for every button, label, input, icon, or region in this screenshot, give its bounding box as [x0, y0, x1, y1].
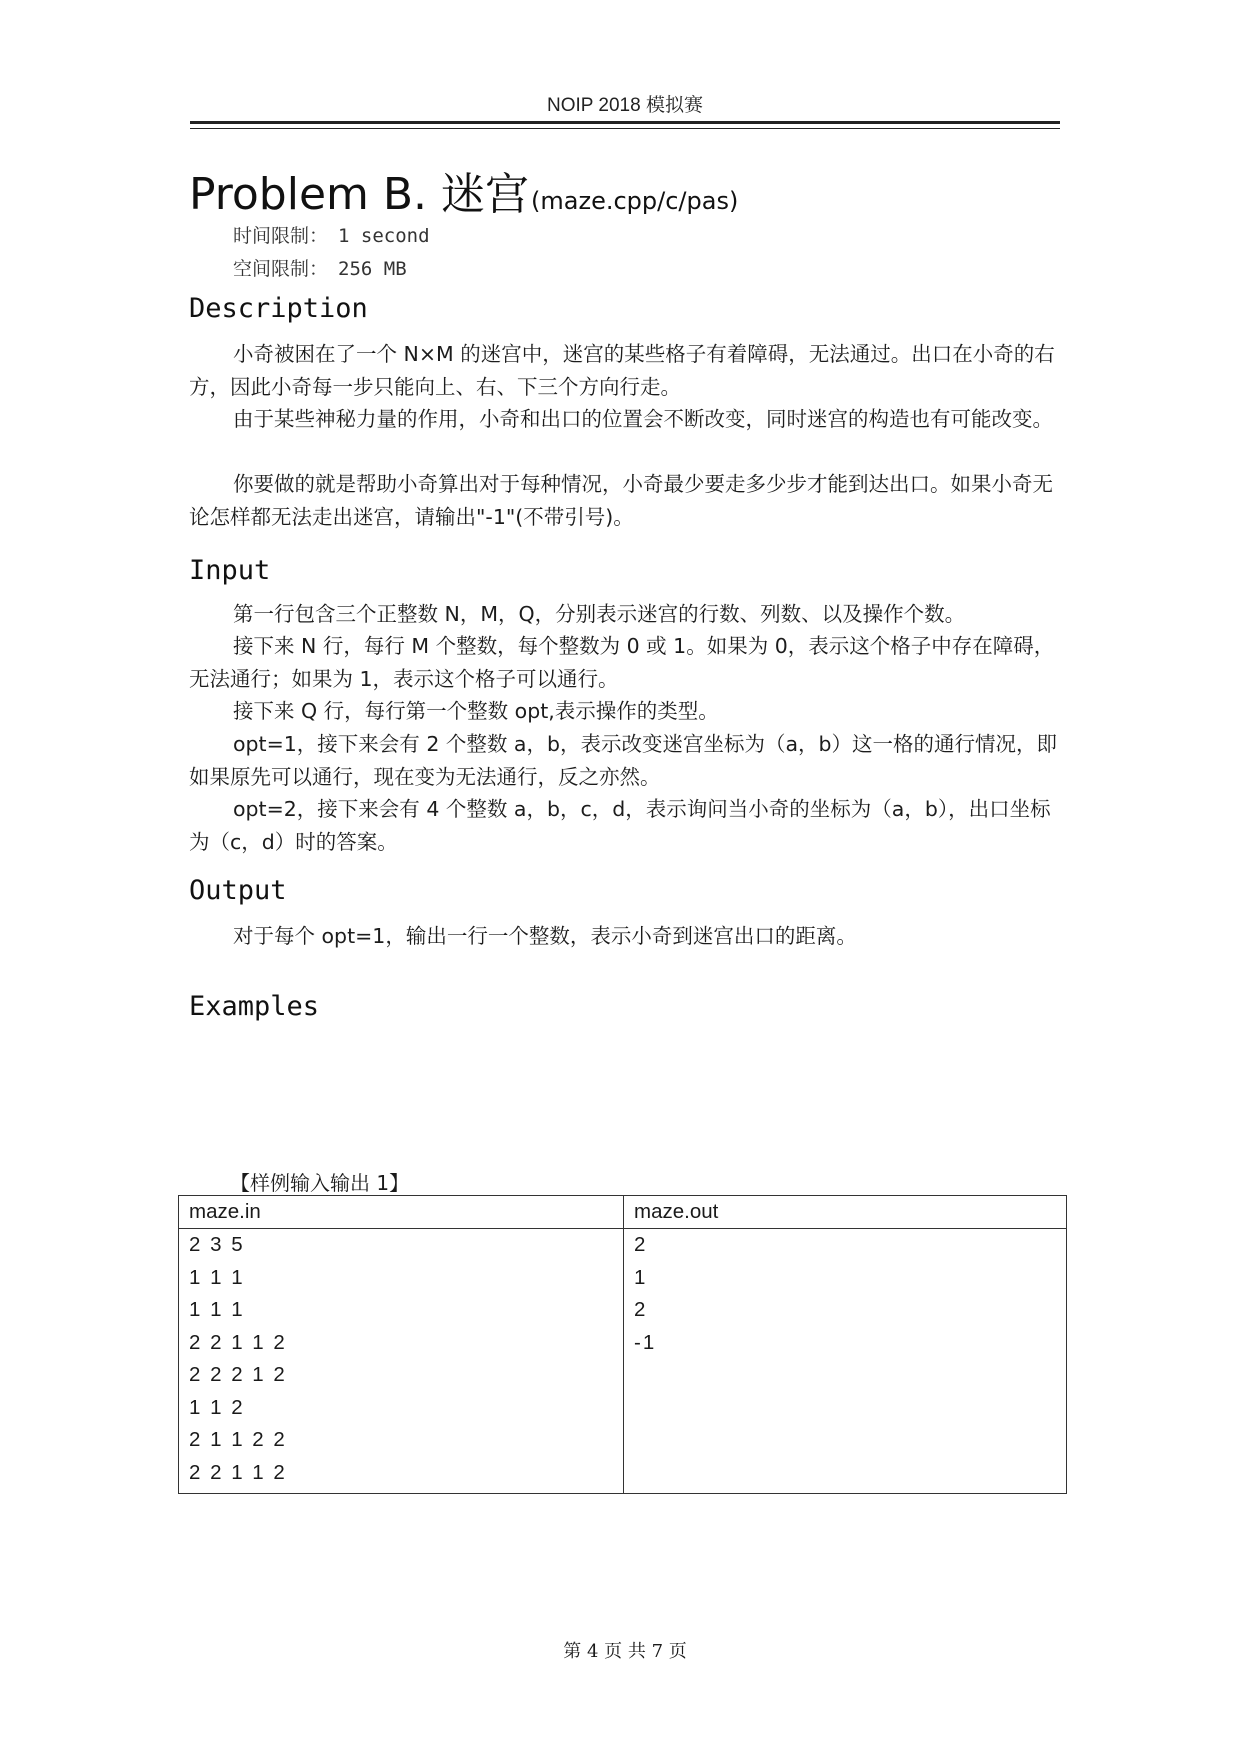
sample-table-row	[179, 1229, 1067, 1494]
page-header: NOIP 2018 模拟赛	[547, 95, 703, 116]
problem-title-text: Problem B. 迷宫	[189, 169, 530, 220]
sample-input-line: 2 3 5	[189, 1233, 245, 1256]
description-heading: Description	[189, 293, 368, 324]
sample-output-line: -1	[634, 1330, 657, 1354]
problem-title	[189, 158, 738, 222]
sample-output-line: 1	[634, 1265, 648, 1289]
sample-caption: 【样例输入输出 1】	[230, 1171, 410, 1195]
limits-block	[233, 220, 430, 286]
sample-input-line: 2 1 1 2 2	[189, 1428, 287, 1451]
input-paragraph: opt=2，接下来会有 4 个整数 a，b，c，d，表示询问当小奇的坐标为（a，b），出口坐标为（c，d）时的答案。	[189, 797, 1051, 854]
time-limit-value: 1 second	[338, 225, 430, 247]
output-heading: Output	[189, 875, 287, 906]
sample-input-cell	[179, 1229, 624, 1494]
header-rule-thin	[190, 128, 1060, 129]
sample-output-line: 2	[634, 1298, 648, 1321]
header-rule-thick	[190, 121, 1060, 124]
memory-limit-value: 256 MB	[338, 258, 407, 280]
time-limit-label: 时间限制：	[233, 225, 329, 247]
sample-output-header: maze.out	[624, 1196, 1067, 1229]
description-paragraph: 由于某些神秘力量的作用，小奇和出口的位置会不断改变，同时迷宫的构造也有可能改变。	[233, 407, 1053, 431]
memory-limit-label: 空间限制：	[233, 258, 329, 280]
sample-input-line: 2 2 2 1 2	[189, 1363, 287, 1386]
sample-input-line: 2 2 1 1 2	[189, 1330, 287, 1354]
input-paragraph: 接下来 Q 行，每行第一个整数 opt,表示操作的类型。	[233, 699, 719, 723]
memory-limit	[233, 253, 430, 286]
page-footer: 第 4 页 共 7 页	[563, 1641, 687, 1662]
sample-output-line: 2	[634, 1233, 648, 1256]
sample-table	[178, 1195, 1067, 1494]
sample-input-line: 1 1 1	[189, 1298, 245, 1321]
sample-input-line: 1 1 1	[189, 1265, 245, 1289]
sample-input-line: 1 1 2	[189, 1395, 245, 1419]
examples-heading: Examples	[189, 991, 320, 1022]
input-heading: Input	[189, 555, 271, 586]
sample-input-line: 2 2 1 1 2	[189, 1460, 287, 1484]
description-paragraph: 小奇被困在了一个 N×M 的迷宫中，迷宫的某些格子有着障碍，无法通过。出口在小奇的右方，因此小奇每一步只能向上、右、下三个方向行走。	[189, 342, 1055, 399]
input-paragraph: opt=1，接下来会有 2 个整数 a，b，表示改变迷宫坐标为（a，b）这一格的通行情况，即如果原先可以通行，现在变为无法通行，反之亦然。	[189, 732, 1058, 789]
sample-table-header-row	[179, 1196, 1067, 1229]
sample-output-cell	[624, 1229, 1067, 1494]
output-paragraph: 对于每个 opt=1，输出一行一个整数，表示小奇到迷宫出口的距离。	[233, 924, 857, 948]
problem-file-suffix: (maze.cpp/c/pas)	[531, 187, 739, 215]
sample-input-header: maze.in	[179, 1196, 624, 1229]
time-limit	[233, 220, 430, 253]
input-paragraph: 接下来 N 行，每行 M 个整数，每个整数为 0 或 1。如果为 0，表示这个格子中存在障碍，无法通行；如果为 1，表示这个格子可以通行。	[189, 634, 1055, 691]
input-paragraph: 第一行包含三个正整数 N，M，Q，分别表示迷宫的行数、列数、以及操作个数。	[233, 602, 966, 626]
description-paragraph: 你要做的就是帮助小奇算出对于每种情况，小奇最少要走多少步才能到达出口。如果小奇无论怎样都无法走出迷宫，请输出"-1"(不带引号)。	[189, 472, 1053, 529]
